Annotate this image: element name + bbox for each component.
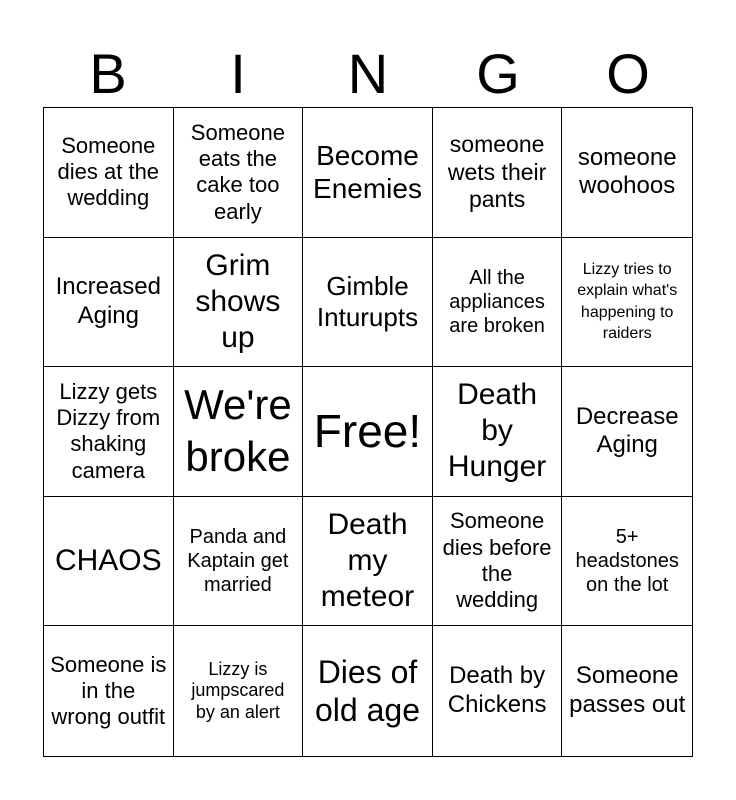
bingo-cell[interactable]: Dies of old age	[303, 626, 433, 756]
header-letter-b: B	[89, 42, 127, 105]
bingo-cell[interactable]: Death my meteor	[303, 497, 433, 627]
bingo-cell[interactable]: Someone is in the wrong outfit	[44, 626, 174, 756]
bingo-cell[interactable]: Panda and Kaptain get married	[174, 497, 304, 627]
header-letter-o: O	[606, 42, 650, 105]
bingo-cell[interactable]: Someone passes out	[569, 662, 686, 719]
bingo-cell[interactable]: Someone dies before the wedding	[433, 497, 563, 627]
bingo-cell[interactable]: someone woohoos	[562, 108, 692, 238]
bingo-cell[interactable]: Increased Aging	[44, 238, 174, 368]
bingo-cell[interactable]: Decrease Aging	[562, 367, 692, 497]
bingo-cell[interactable]: We're broke	[174, 367, 304, 497]
bingo-header	[43, 40, 693, 108]
bingo-cell[interactable]: 5+ headstones on the lot	[562, 497, 692, 627]
bingo-cell[interactable]: Death by Chickens	[433, 626, 563, 756]
header-letter-i: I	[230, 42, 246, 105]
bingo-cell[interactable]: Death by Hunger	[433, 367, 563, 497]
bingo-cell[interactable]: Lizzy tries to explain what's happening to raiders	[562, 238, 692, 368]
bingo-board	[43, 107, 693, 757]
bingo-cell[interactable]: Grim shows up	[174, 238, 304, 368]
bingo-cell[interactable]: Someone dies at the wedding	[44, 108, 174, 238]
bingo-cell[interactable]: Someone eats the cake too early	[174, 108, 304, 238]
bingo-cell[interactable]: Lizzy gets Dizzy from shaking camera	[44, 367, 174, 497]
bingo-cell-free[interactable]: Free!	[303, 367, 433, 497]
bingo-cell[interactable]: Become Enemies	[303, 108, 433, 238]
header-letter-n: N	[347, 42, 389, 105]
bingo-cell[interactable]: Gimble Inturupts	[303, 238, 433, 368]
bingo-cell[interactable]: Lizzy is jumpscared by an alert	[174, 626, 304, 756]
bingo-cell[interactable]: All the appliances are broken	[433, 238, 563, 368]
bingo-cell[interactable]: someone wets their pants	[433, 108, 563, 238]
header-letter-g: G	[476, 42, 520, 105]
bingo-cell[interactable]: CHAOS	[44, 497, 174, 627]
